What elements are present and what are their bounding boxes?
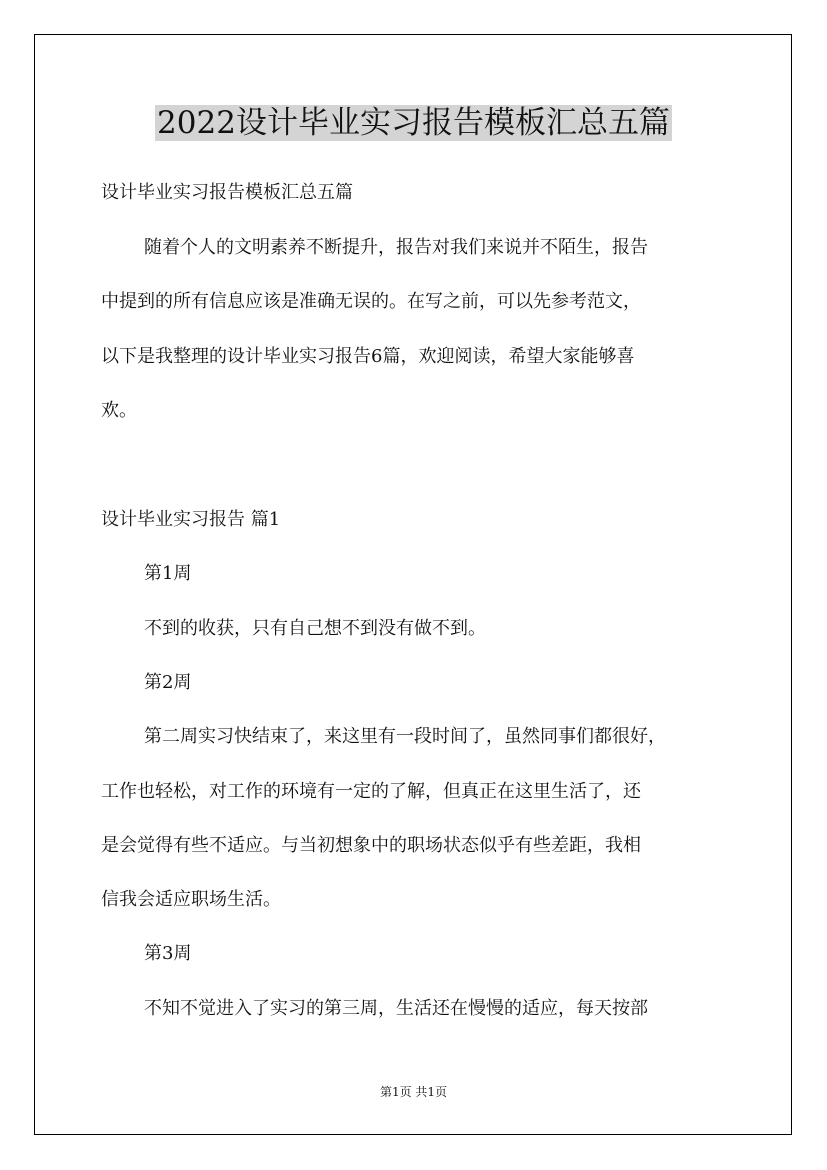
intro-line-1: 随着个人的文明素养不断提升，报告对我们来说并不陌生，报告: [144, 237, 648, 258]
week2-label: 第2周: [144, 672, 192, 693]
section-heading: 设计毕业实习报告 篇1: [101, 509, 281, 530]
week3-line-1: 不知不觉进入了实习的第三周，生活还在慢慢的适应，每天按部: [144, 998, 648, 1019]
intro-line-2: 中提到的所有信息应该是准确无误的。在写之前，可以先参考范文，: [101, 291, 641, 312]
week2-line-1: 第二周实习快结束了，来这里有一段时间了，虽然同事们都很好，: [144, 726, 666, 747]
week1-label: 第1周: [144, 563, 192, 584]
page-footer: 第1页 共1页: [379, 1085, 448, 1099]
week2-line-2: 工作也轻松，对工作的环境有一定的了解，但真正在这里生活了，还: [101, 781, 641, 802]
week3-label: 第3周: [144, 943, 192, 964]
intro-line-4: 欢。: [101, 400, 137, 421]
week2-line-3: 是会觉得有些不适应。与当初想象中的职场状态似乎有些差距，我相: [101, 835, 641, 856]
document-title: [0, 101, 827, 145]
week2-line-4: 信我会适应职场生活。: [101, 889, 281, 910]
week1-text: 不到的收获，只有自己想不到没有做不到。: [144, 618, 486, 639]
document-title-text: 2022设计毕业实习报告模板汇总五篇: [157, 105, 670, 141]
intro-line-3: 以下是我整理的设计毕业实习报告6篇，欢迎阅读，希望大家能够喜: [101, 346, 635, 367]
document-subtitle: 设计毕业实习报告模板汇总五篇: [101, 182, 353, 203]
